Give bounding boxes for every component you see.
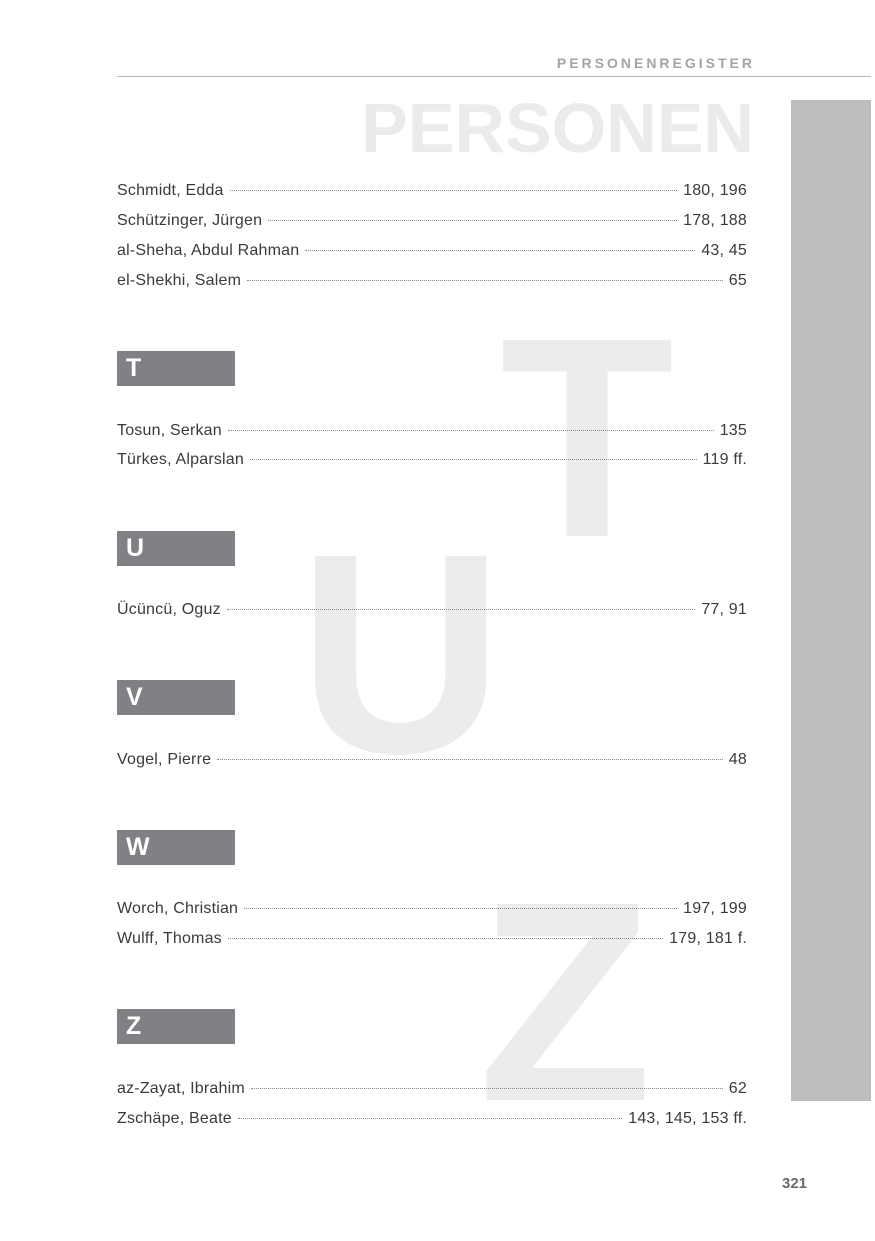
entry-name: Ücüncü, Oguz [117, 601, 221, 618]
entry-name: az-Zayat, Ibrahim [117, 1080, 245, 1097]
entry-name: Schmidt, Edda [117, 182, 224, 199]
entry-name: Schützinger, Jürgen [117, 212, 263, 229]
entry-pages: 135 [719, 422, 747, 439]
section-letter-v: V [117, 680, 235, 715]
leader-dots [238, 1118, 622, 1119]
index-entry [117, 422, 747, 444]
entry-pages: 143, 145, 153 ff. [628, 1110, 747, 1127]
entry-pages: 178, 188 [683, 212, 747, 229]
entry-name: Tosun, Serkan [117, 422, 222, 439]
index-entry [117, 1080, 747, 1102]
index-entry [117, 451, 747, 473]
entry-pages: 119 ff. [702, 451, 747, 468]
index-entry [117, 601, 747, 623]
watermark-letter-u: U [298, 495, 504, 813]
leader-dots [217, 759, 723, 760]
section-letter-z: Z [117, 1009, 235, 1044]
entry-name: Vogel, Pierre [117, 751, 212, 768]
leader-dots [227, 609, 696, 610]
index-entry [117, 751, 747, 773]
leader-dots [251, 1088, 723, 1089]
section-letter-t: T [117, 351, 235, 386]
index-entry [117, 1110, 747, 1132]
entry-name: Wulff, Thomas [117, 930, 222, 947]
entry-pages: 62 [728, 1080, 747, 1097]
leader-dots [268, 220, 677, 221]
watermark-letter-z: Z [478, 843, 653, 1161]
leader-dots [228, 938, 663, 939]
index-entry [117, 272, 747, 294]
index-entry [117, 182, 747, 204]
section-letter-u: U [117, 531, 235, 566]
running-header: PERSONENREGISTER [556, 55, 755, 71]
entry-pages: 179, 181 f. [669, 930, 747, 947]
entry-name: Worch, Christian [117, 900, 239, 917]
page-number: 321 [782, 1175, 808, 1192]
entry-pages: 77, 91 [701, 601, 747, 618]
entry-pages: 43, 45 [701, 242, 747, 259]
entry-pages: 197, 199 [683, 900, 747, 917]
leader-dots [230, 190, 677, 191]
index-entry [117, 242, 747, 264]
leader-dots [247, 280, 723, 281]
leader-dots [228, 430, 714, 431]
leader-dots [244, 908, 677, 909]
watermark-letter-t: T [500, 279, 675, 597]
side-tab-bar [791, 100, 871, 1101]
index-entry [117, 212, 747, 234]
leader-dots [305, 250, 695, 251]
entry-pages: 65 [728, 272, 747, 289]
entry-name: el-Shekhi, Salem [117, 272, 242, 289]
index-entry [117, 900, 747, 922]
entry-pages: 48 [728, 751, 747, 768]
index-entry [117, 930, 747, 952]
leader-dots [250, 459, 697, 460]
entry-name: Türkes, Alparslan [117, 451, 245, 468]
watermark-title: PERSONEN [361, 89, 754, 167]
section-letter-w: W [117, 830, 235, 865]
entry-name: Zschäpe, Beate [117, 1110, 232, 1127]
header-rule [117, 76, 871, 77]
entry-name: al-Sheha, Abdul Rahman [117, 242, 300, 259]
entry-pages: 180, 196 [683, 182, 747, 199]
